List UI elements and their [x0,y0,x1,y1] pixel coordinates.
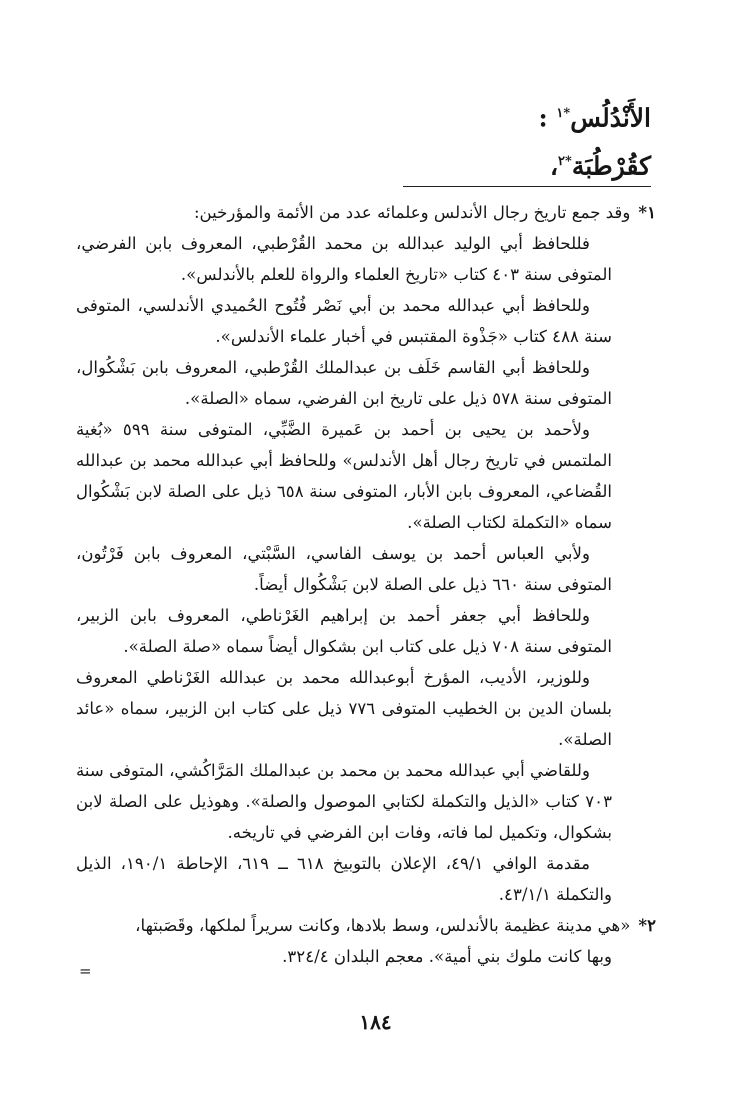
heading-andalus [91,92,651,140]
footnote-1-paragraph: وللحافظ أبي القاسم خَلَف بن عبدالملك القُرْطبي، المعروف بابن بَشْكُوال، المتوفى سنة ٥٧٨ ذيل على تاريخ ابن الفرضي، سماه «الصلة». [76,358,612,408]
footnote-2-marker: ٢* [638,915,656,935]
footnote-separator [403,186,651,187]
footnote-2-line-1: «هي مدينة عظيمة بالأندلس، وسط بلادها، وكانت سريراً لملكها، وقَصَبتها، [135,916,631,935]
footnote-2 [76,910,656,972]
footnote-1-body [76,228,612,910]
footnote-2-line-2: وبها كانت ملوك بني أمية». معجم البلدان ٣٢٤/٤. [282,947,612,966]
page-number: ١٨٤ [359,1010,392,1034]
footnote-1-marker: ١* [638,202,656,222]
heading-qurtuba-ref: *٢ [558,154,572,170]
heading-qurtuba-text: كقُرْطُبَة [571,151,651,181]
footnote-1-intro: وقد جمع تاريخ رجال الأندلس وعلمائه عدد من الأئمة والمؤرخين: [193,203,631,222]
heading-qurtuba-suffix: ، [549,151,559,181]
continuation-mark: = [79,962,92,980]
footnote-1-paragraph: وللحافظ أبي عبدالله محمد بن أبي نَصْر فُتُوح الحُميدي الأندلسي، المتوفى سنة ٤٨٨ كتاب «جَذْوة المقتبس في أخبار علماء الأندلس». [76,296,612,346]
footnotes [76,197,656,972]
footnote-1-paragraph: وللحافظ أبي جعفر أحمد بن إبراهيم الغَرْناطي، المعروف بابن الزبير، المتوفى سنة ٧٠٨ ذيل على كتاب ابن بشكوال أيضاً سماه «صلة الصلة». [76,606,612,656]
footnote-1-sources: مقدمة الوافي ٤٩/١، الإعلان بالتوبيخ ٦١٨ ــ ٦١٩، الإحاطة ١٩٠/١، الذيل والتكملة ٤٣/١/١. [76,854,612,904]
footnote-1-paragraph: وللوزير، الأديب، المؤرخ أبوعبدالله محمد بن عبدالله الغَرْناطي المعروف بلسان الدين بن الخطيب المتوفى ٧٧٦ ذيل على كتاب ابن الزبير، سماه «عائد الصلة». [76,668,612,749]
footnote-1-paragraph: ولأبي العباس أحمد بن يوسف الفاسي، السَّبْتي، المعروف بابن فَرْتُون، المتوفى سنة ٦٦٠ ذيل على الصلة لابن بَشْكُوال أيضاً. [76,544,612,594]
heading-andalus-ref: *١ [556,106,571,121]
footnote-1-paragraph: ولأحمد بن يحيى بن أحمد بن عَميرة الضَّبِّي، المتوفى سنة ٥٩٩ «بُغية الملتمس في تاريخ رجال أهل الأندلس» وللحافظ أبي عبدالله محمد بن عبدالله القُضاعي، المعروف بابن الأبار، المتوفى سنة ٦٥٨ ذيل على الصلة لابن بَشْكُوال سماه «التكملة لكتاب الصلة». [76,420,612,532]
footnote-1-paragraph: فللحافظ أبي الوليد عبدالله بن محمد القُرْطبي، المعروف بابن الفرضي، المتوفى سنة ٤٠٣ كتاب «تاريخ العلماء والرواة للعلم بالأندلس». [76,234,612,284]
heading-andalus-text: الأَنْدُلُس [570,103,651,133]
entry-headings [91,92,651,189]
heading-andalus-suffix: : [538,103,548,133]
heading-qurtuba [91,140,651,188]
footnote-1-intro-line [76,197,656,228]
footnote-1-paragraph: وللقاضي أبي عبدالله محمد بن محمد بن عبدالملك المَرَّاكُشي، المتوفى سنة ٧٠٣ كتاب «الذيل والتكملة لكتابي الموصول والصلة». وهوذيل على الصلة لابن بشكوال، وتكميل لما فاته، وفات ابن الفرضي في تاريخه. [76,761,612,842]
